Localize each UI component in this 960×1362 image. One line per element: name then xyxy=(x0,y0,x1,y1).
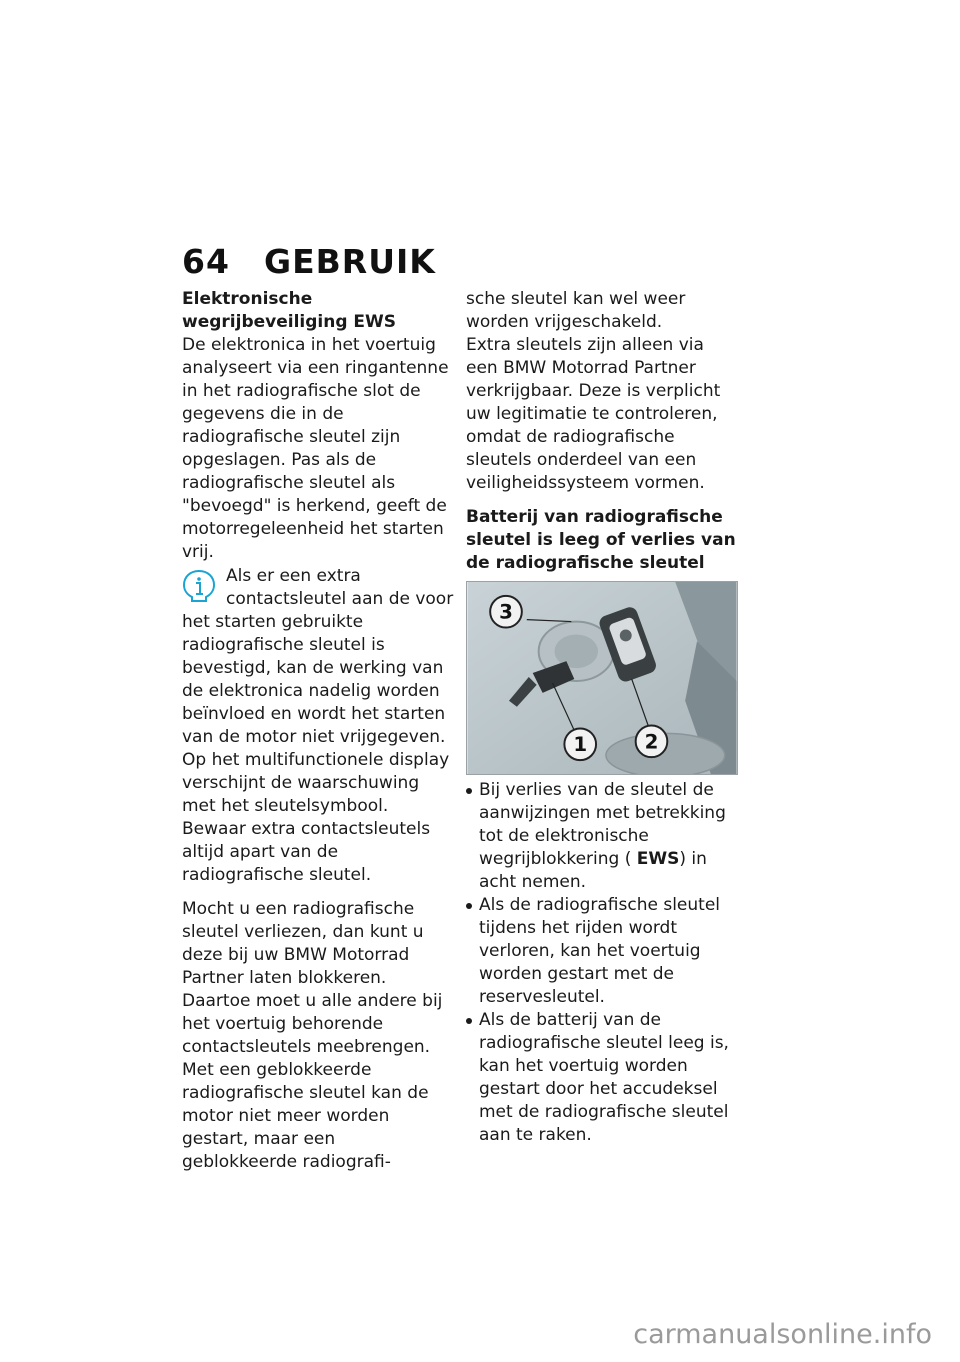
figure-label-2: 2 xyxy=(644,730,659,754)
key-illustration xyxy=(466,581,738,775)
paragraph-unblock: sche sleutel kan wel weer worden vrijgeschakeld. xyxy=(466,289,686,332)
info-icon xyxy=(182,569,216,603)
instruction-list xyxy=(466,779,738,1147)
list-item: Als de batterij van de radiografische sleutel leeg is, kan het voertuig worden gestart door het accudeksel met de radiografische sleutel aan te raken. xyxy=(466,1009,738,1147)
section-heading-ews: Elektronische wegrijbeveiliging EWS xyxy=(182,289,397,332)
paragraph-blocked-key: Met een geblokkeerde radiografische sleutel kan de motor niet meer worden gestart, maar een geblokkeerde radiografi- xyxy=(182,1060,429,1172)
page-number: 64 xyxy=(182,242,230,281)
list-item: Als de radiografische sleutel tijdens het rijden wordt verloren, kan het voertuig worden gestart met de reservesleutel. xyxy=(466,894,738,1009)
paragraph-ews-intro: De elektronica in het voertuig analyseert via een ringantenne in het radiografische slot de gegevens die in de radiografische sleutel zijn opgeslagen. Pas als de radiografische sleutel als "bevoegd" is herkend, geeft de motorregeleenheid het starten vrij. xyxy=(182,335,449,562)
left-column xyxy=(182,288,454,1174)
paragraph-lost-key: Mocht u een radiografische sleutel verliezen, dan kunt u deze bij uw BMW Motorrad Partner laten blokkeren. Daartoe moet u alle andere bij het voertuig behorende contactsleutels meebrengen. xyxy=(182,899,443,1057)
section-heading-battery: Batterij van radiografische sleutel is leeg of verlies van de radiografische sleutel xyxy=(466,507,736,573)
note-text: Als er een extra contactsleutel aan de voor het starten gebruikte radiografische sleutel is bevestigd, kan de werking van de elektronica nadelig worden beïnvloed en wordt het starten van de motor niet vrijgegeven. Op het multifunctionele display verschijnt de waarschuwing met het sleutelsymbool. xyxy=(182,566,454,816)
info-note xyxy=(182,565,454,818)
paragraph-extra-keys: Extra sleutels zijn alleen via een BMW Motorrad Partner verkrijgbaar. Deze is verplicht uw legitimatie te controleren, omdat de radiografische sleutels onderdeel van een veiligheidssysteem vormen. xyxy=(466,335,721,493)
page-header xyxy=(182,242,436,281)
watermark: carmanualsonline.info xyxy=(633,1319,932,1350)
figure-label-1: 1 xyxy=(573,733,588,757)
right-column xyxy=(466,288,738,1147)
figure-label-3: 3 xyxy=(499,600,513,624)
list-item: Bij verlies van de sleutel de aanwijzingen met betrekking tot de elektronische wegrijblokkering ( EWS) in acht nemen. xyxy=(466,779,738,894)
chapter-title: GEBRUIK xyxy=(264,242,436,281)
paragraph-store-keys: Bewaar extra contactsleutels altijd apart van de radiografische sleutel. xyxy=(182,819,431,885)
ews-term: EWS xyxy=(636,849,680,869)
